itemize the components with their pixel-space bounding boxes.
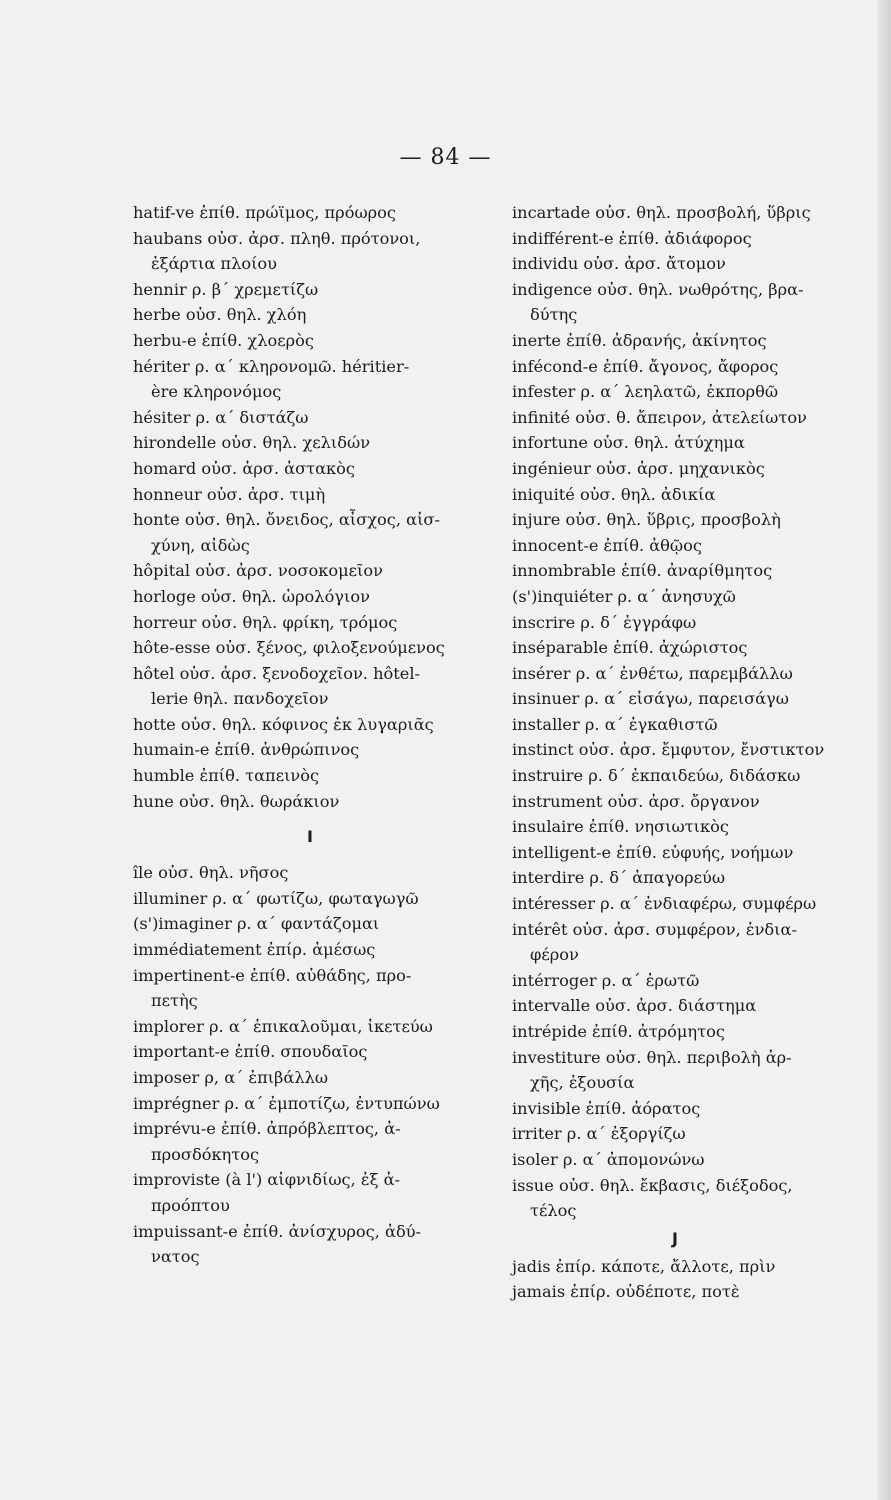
entry-improviste: improviste (à l') αἰφνιδίως, ἐξ ἀ-: [133, 1170, 401, 1190]
entry-investiture: investiture οὐσ. θηλ. περιβολὴ ἀρ-: [512, 1047, 792, 1067]
entry-horreur: horreur οὐσ. θηλ. φρίκη, τρόμος: [133, 612, 398, 632]
entry-interet: intérêt οὐσ. ἀρσ. συμφέρον, ἐνδια-: [512, 919, 797, 939]
entry-imprevu-cont: προσδόκητος: [151, 1144, 260, 1164]
entry-insinuer: insinuer ρ. α΄ εἰσάγω, παρεισάγω: [512, 689, 789, 709]
entry-honneur: honneur οὐσ. ἀρσ. τιμὴ: [133, 484, 326, 504]
entry-intervalle: intervalle οὐσ. ἀρσ. διάστημα: [512, 996, 757, 1016]
entry-hote: hôte-esse οὐσ. ξένος, φιλοξενούμενος: [133, 638, 445, 658]
entry-insulaire: insulaire ἐπίθ. νησιωτικὸς: [512, 817, 729, 837]
entry-honte: honte οὐσ. θηλ. ὄνειδος, αἶσχος, αἰσ-: [133, 510, 440, 530]
entry-humble: humble ἐπίθ. ταπεινὸς: [133, 766, 320, 786]
entry-isoler: isoler ρ. α΄ ἀπομονώνω: [512, 1149, 705, 1169]
entry-installer: installer ρ. α΄ ἐγκαθιστῶ: [512, 714, 718, 734]
entry-haubans-cont: ἐξάρτια πλοίου: [151, 254, 278, 274]
entry-instrument: instrument οὐσ. ἀρσ. ὄργανον: [512, 791, 760, 811]
entry-intrepide: intrépide ἐπίθ. ἀτρόμητος: [512, 1022, 725, 1041]
entry-ile: île οὐσ. θηλ. νῆσος: [133, 863, 289, 883]
entry-imposer: imposer ρ, α΄ ἐπιβάλλω: [133, 1068, 329, 1087]
entry-important: important-e ἐπίθ. σπουδαῖος: [133, 1042, 368, 1062]
entry-hune: hune οὐσ. θηλ. θωράκιον: [133, 791, 340, 811]
entry-imprevu: imprévu-e ἐπίθ. ἀπρόβλεπτος, ἀ-: [133, 1119, 401, 1139]
section-letter-i: I: [307, 827, 313, 847]
left-column: [133, 200, 485, 1270]
entry-inquieter: (s')inquiéter ρ. α΄ ἀνησυχῶ: [512, 586, 736, 606]
entry-innombrable: innombrable ἐπίθ. ἀναρίθμητος: [512, 561, 773, 581]
entry-humain: humain-e ἐπίθ. ἀνθρώπινος: [133, 740, 360, 760]
entry-jadis: jadis ἐπίρ. κάποτε, ἄλλοτε, πρὶν: [512, 1256, 776, 1276]
entry-innocent: innocent-e ἐπίθ. ἀθῷος: [512, 535, 702, 555]
entry-incartade: incartade οὐσ. θηλ. προσβολή, ὕβρις: [512, 203, 811, 222]
entry-iniquite: iniquité οὐσ. θηλ. ἀδικία: [512, 484, 716, 504]
section-letter-j: J: [672, 1228, 678, 1248]
entry-haubans: haubans οὐσ. ἀρσ. πληθ. πρότονοι,: [133, 228, 421, 248]
entry-instruire: instruire ρ. δ΄ ἐκπαιδεύω, διδάσκω: [512, 766, 801, 786]
entry-jamais: jamais ἐπίρ. οὐδέποτε, ποτὲ: [512, 1282, 740, 1302]
entry-investiture-cont: χῆς, ἐξουσία: [530, 1073, 635, 1093]
entry-hirondelle: hirondelle οὐσ. θηλ. χελιδών: [133, 433, 371, 453]
entry-indigence: indigence οὐσ. θηλ. νωθρότης, βρα-: [512, 279, 804, 299]
entry-inscrire: inscrire ρ. δ΄ ἐγγράφω: [512, 612, 697, 632]
entry-irriter: irriter ρ. α΄ ἐξοργίζω: [512, 1124, 686, 1144]
page-edge-shadow: [877, 0, 891, 1500]
entry-indigence-cont: δύτης: [530, 305, 578, 325]
entry-interesser: intéresser ρ. α΄ ἐνδιαφέρω, συμφέρω: [512, 894, 817, 914]
entry-indifferent: indifférent-e ἐπίθ. ἀδιάφορος: [512, 228, 752, 248]
entry-infinite: infinité οὐσ. θ. ἄπειρον, ἀτελείωτον: [512, 407, 807, 427]
right-column: [512, 200, 864, 1305]
entry-inserer: insérer ρ. α΄ ἐνθέτω, παρεμβάλλω: [512, 663, 793, 683]
entry-infester: infester ρ. α΄ λεηλατῶ, ἐκπορθῶ: [512, 382, 779, 402]
entry-interet-cont: φέρον: [530, 945, 579, 965]
entry-improviste-cont: προόπτου: [151, 1195, 230, 1215]
entry-herbe: herbe οὐσ. θηλ. χλόη: [133, 305, 307, 325]
entry-impuissant-cont: νατος: [151, 1247, 200, 1267]
entry-injure: injure οὐσ. θηλ. ὕβρις, προσβολὴ: [512, 510, 781, 530]
entry-honte-cont: χύνη, αἰδὼς: [151, 535, 250, 555]
page-number: — 84 —: [399, 145, 492, 170]
entry-inseparable: inséparable ἐπίθ. ἀχώριστος: [512, 638, 748, 658]
entry-infortune: infortune οὐσ. θηλ. ἀτύχημα: [512, 433, 745, 453]
entry-intelligent: intelligent-e ἐπίθ. εὐφυής, νοήμων: [512, 842, 794, 862]
entry-immediatement: immédiatement ἐπίρ. ἀμέσως: [133, 940, 376, 960]
entry-infecond: infécond-e ἐπίθ. ἄγονος, ἄφορος: [512, 356, 779, 376]
entry-ingenieur: ingénieur οὐσ. ἀρσ. μηχανικὸς: [512, 458, 765, 478]
entry-hotte: hotte οὐσ. θηλ. κόφινος ἐκ λυγαριᾶς: [133, 714, 434, 734]
entry-homard: homard οὐσ. ἀρσ. ἀστακὸς: [133, 458, 355, 478]
entry-hopital: hôpital οὐσ. ἀρσ. νοσοκομεῖον: [133, 561, 383, 581]
entry-issue-cont: τέλος: [530, 1201, 577, 1221]
entry-hesiter: hésiter ρ. α΄ διστάζω: [133, 407, 309, 427]
entry-heriter: hériter ρ. α΄ κληρονομῶ. héritier-: [133, 356, 410, 376]
entry-individu: individu οὐσ. ἀρσ. ἄτομον: [512, 254, 726, 274]
entry-hotel: hôtel οὐσ. ἀρσ. ξενοδοχεῖον. hôtel-: [133, 663, 420, 683]
entry-imaginer: (s')imaginer ρ. α΄ φαντάζομαι: [133, 914, 380, 934]
entry-illuminer: illuminer ρ. α΄ φωτίζω, φωταγωγῶ: [133, 888, 419, 908]
entry-impertinent: impertinent-e ἐπίθ. αὐθάδης, προ-: [133, 965, 412, 985]
entry-invisible: invisible ἐπίθ. ἀόρατος: [512, 1098, 701, 1118]
entry-interdire: interdire ρ. δ΄ ἀπαγορεύω: [512, 868, 726, 888]
entry-herbu: herbu-e ἐπίθ. χλοερὸς: [133, 330, 314, 350]
entry-interroger: intérroger ρ. α΄ ἐρωτῶ: [512, 970, 700, 990]
entry-hennir: hennir ρ. β΄ χρεμετίζω: [133, 279, 319, 299]
entry-horloge: horloge οὐσ. θηλ. ὡρολόγιον: [133, 586, 370, 606]
entry-hotel-cont: lerie θηλ. πανδοχεῖον: [151, 689, 329, 709]
entry-impertinent-cont: πετὴς: [151, 991, 198, 1011]
entry-impuissant: impuissant-e ἐπίθ. ἀνίσχυρος, ἀδύ-: [133, 1221, 422, 1241]
entry-instinct: instinct οὐσ. ἀρσ. ἔμφυτον, ἔνστικτον: [512, 740, 825, 760]
entry-inerte: inerte ἐπίθ. ἀδρανής, ἀκίνητος: [512, 330, 767, 350]
entry-hatif: hatif-ve ἐπίθ. πρώϊμος, πρόωρος: [133, 203, 396, 222]
entry-implorer: implorer ρ. α΄ ἐπικαλοῦμαι, ἱκετεύω: [133, 1016, 433, 1036]
entry-heriter-cont: ère κληρονόμος: [151, 382, 282, 402]
entry-issue: issue οὐσ. θηλ. ἔκβασις, διέξοδος,: [512, 1175, 793, 1195]
entry-impregner: imprégner ρ. α΄ ἐμποτίζω, ἐντυπώνω: [133, 1093, 440, 1113]
